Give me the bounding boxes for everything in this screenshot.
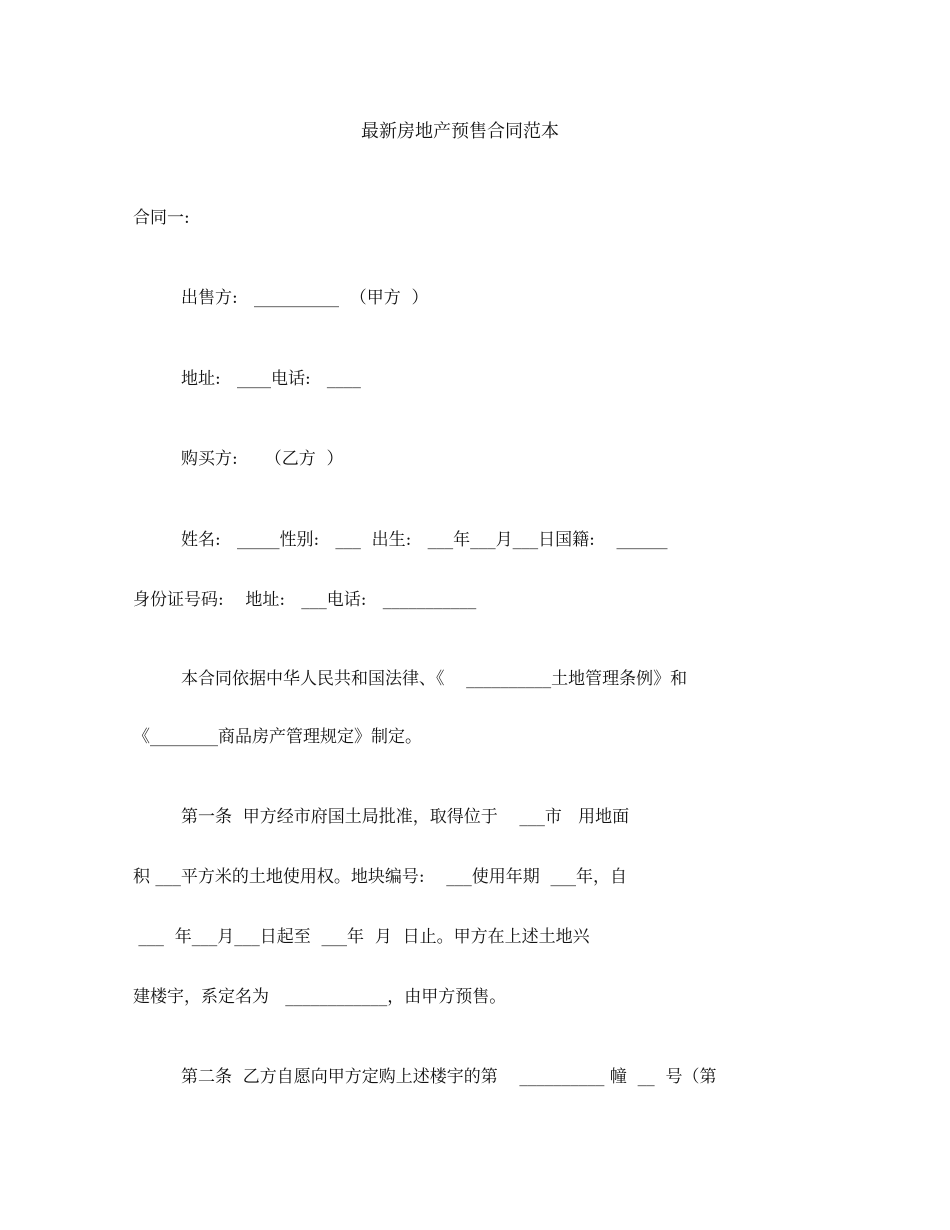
buyer-details-line: 姓名: _____性别: ___ 出生: ___年___月___日国籍: ______ — [181, 530, 668, 550]
article-1-line-4: 建楼宇，系定名为 ____________，由甲方预售。 — [133, 987, 507, 1007]
article-1-line-3: ___ 年___月___日起至 ___年 月 日止。甲方在上述土地兴 — [133, 927, 590, 947]
contract-heading: 合同一: — [133, 208, 190, 228]
document-title: 最新房地产预售合同范本 — [361, 121, 559, 142]
basis-paragraph-line-2: 《________商品房产管理规定》制定。 — [133, 727, 422, 747]
buyer-id-line: 身份证号码: 地址: ___电话: ___________ — [133, 590, 477, 610]
article-2-line-1: 第二条 乙方自愿向甲方定购上述楼宇的第 __________ 幢 __ 号（第 — [181, 1067, 717, 1087]
article-1-line-1: 第一条 甲方经市府国土局批准，取得位于 ___市 用地面 — [181, 807, 630, 827]
seller-address-line: 地址: ____电话: ____ — [181, 369, 361, 389]
buyer-line: 购买方: （乙方 ） — [181, 449, 344, 469]
article-1-line-2: 积 ___平方米的土地使用权。地块编号: ___使用年期 ___年，自 — [133, 867, 628, 887]
basis-paragraph-line-1: 本合同依据中华人民共和国法律、《 __________土地管理条例》和 — [181, 669, 688, 689]
seller-line: 出售方: __________ （甲方 ） — [181, 288, 429, 308]
